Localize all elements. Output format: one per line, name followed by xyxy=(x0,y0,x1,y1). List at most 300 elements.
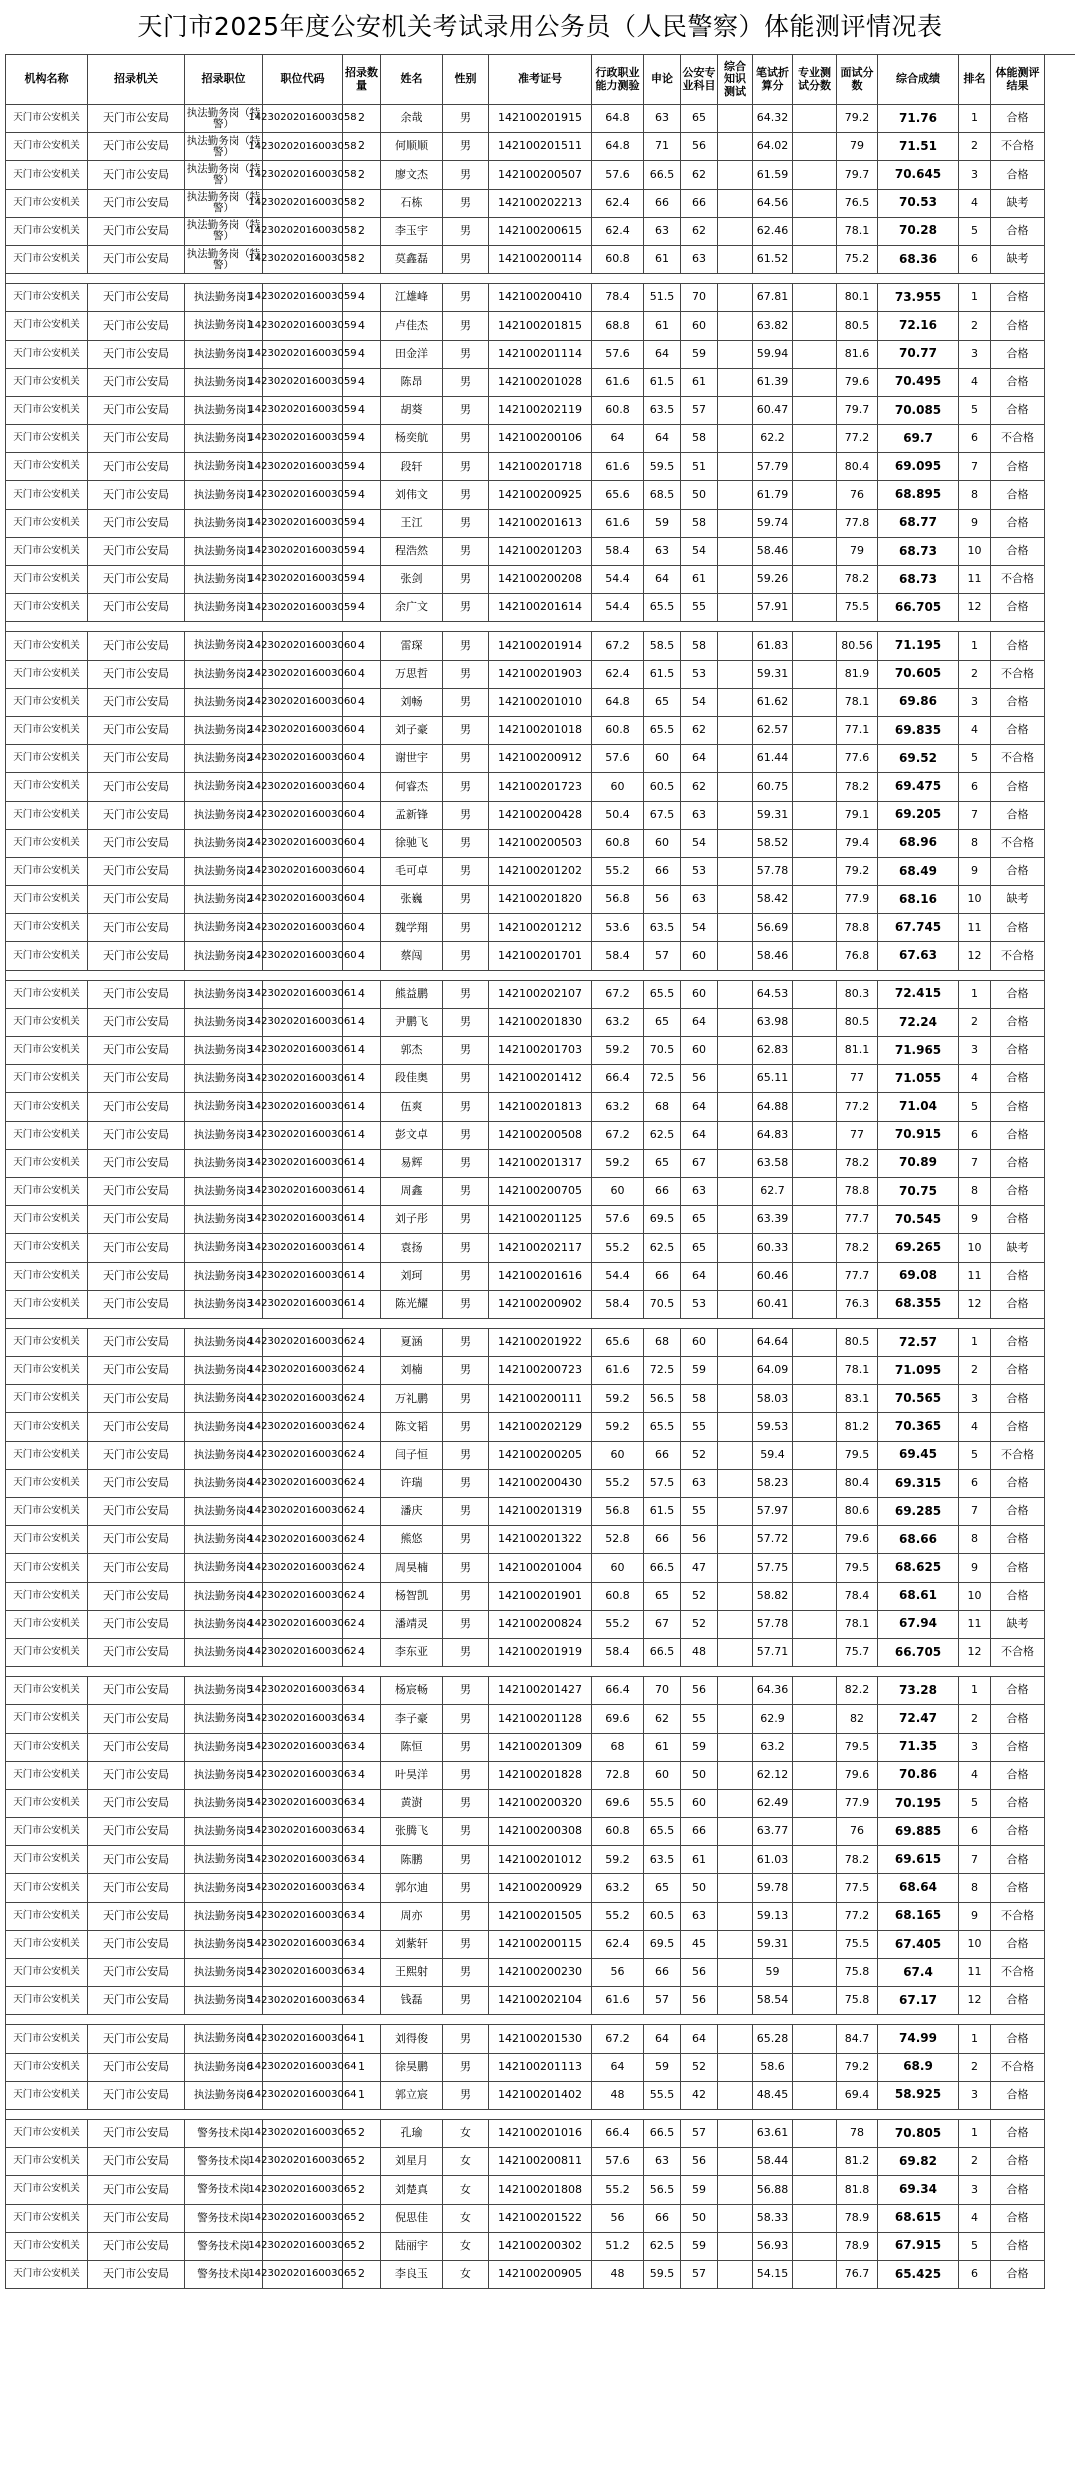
cell-police-subject: 53 xyxy=(681,858,718,886)
cell-aptitude: 53.6 xyxy=(592,914,644,942)
cell-name: 段佳奥 xyxy=(381,1065,443,1093)
cell-agency: 天门市公安局 xyxy=(88,161,185,189)
cell-professional-score xyxy=(793,1959,837,1987)
cell-agency: 天门市公安局 xyxy=(88,1442,185,1470)
cell-quota: 4 xyxy=(343,1846,381,1874)
cell-interview-score: 78.2 xyxy=(837,1234,878,1262)
cell-essay: 55.5 xyxy=(644,2082,681,2110)
cell-quota: 2 xyxy=(343,2233,381,2261)
cell-general-knowledge xyxy=(718,1037,753,1065)
cell-police-subject: 67 xyxy=(681,1150,718,1178)
cell-total-score: 71.76 xyxy=(878,105,959,133)
cell-position: 执法勤务岗1 xyxy=(185,284,263,312)
cell-total-score: 74.99 xyxy=(878,2025,959,2053)
cell-written-score: 61.79 xyxy=(753,481,793,509)
cell-quota: 4 xyxy=(343,1987,381,2015)
cell-general-knowledge xyxy=(718,2176,753,2204)
cell-gender: 男 xyxy=(443,1554,489,1582)
cell-police-subject: 54 xyxy=(681,538,718,566)
cell-police-subject: 59 xyxy=(681,2233,718,2261)
cell-agency: 天门市公安局 xyxy=(88,2082,185,2110)
cell-essay: 69.5 xyxy=(644,1931,681,1959)
cell-aptitude: 68.8 xyxy=(592,312,644,340)
cell-essay: 62.5 xyxy=(644,2233,681,2261)
cell-org: 天门市公安机关 xyxy=(6,1931,88,1959)
cell-interview-score: 77.8 xyxy=(837,510,878,538)
cell-essay: 61 xyxy=(644,246,681,274)
cell-aptitude: 48 xyxy=(592,2082,644,2110)
cell-general-knowledge xyxy=(718,1206,753,1234)
cell-general-knowledge xyxy=(718,661,753,689)
cell-police-subject: 42 xyxy=(681,2082,718,2110)
cell-quota: 4 xyxy=(343,594,381,622)
cell-written-score: 64.32 xyxy=(753,105,793,133)
cell-agency: 天门市公安局 xyxy=(88,1639,185,1667)
cell-essay: 63.5 xyxy=(644,1846,681,1874)
cell-rank: 8 xyxy=(959,1874,991,1902)
cell-quota: 4 xyxy=(343,1206,381,1234)
cell-quota: 2 xyxy=(343,190,381,218)
header-cell-professional-score: 专业测试分数 xyxy=(793,55,837,105)
cell-professional-score xyxy=(793,858,837,886)
cell-total-score: 68.96 xyxy=(878,830,959,858)
cell-written-score: 58.23 xyxy=(753,1470,793,1498)
cell-total-score: 68.355 xyxy=(878,1291,959,1319)
cell-exam-id: 142100201010 xyxy=(489,689,592,717)
cell-professional-score xyxy=(793,717,837,745)
cell-general-knowledge xyxy=(718,566,753,594)
cell-exam-id: 142100200308 xyxy=(489,1818,592,1846)
cell-code: 14230202016003063 xyxy=(263,1677,343,1705)
cell-written-score: 59.31 xyxy=(753,661,793,689)
cell-police-subject: 60 xyxy=(681,1037,718,1065)
cell-police-subject: 65 xyxy=(681,105,718,133)
cell-police-subject: 56 xyxy=(681,1065,718,1093)
cell-fitness-result: 合格 xyxy=(991,1583,1045,1611)
cell-written-score: 58.52 xyxy=(753,830,793,858)
cell-gender: 男 xyxy=(443,1206,489,1234)
cell-rank: 8 xyxy=(959,1178,991,1206)
cell-name: 毛可卓 xyxy=(381,858,443,886)
cell-general-knowledge xyxy=(718,510,753,538)
cell-exam-id: 142100201128 xyxy=(489,1705,592,1733)
cell-agency: 天门市公安局 xyxy=(88,661,185,689)
cell-position: 执法勤务岗4 xyxy=(185,1611,263,1639)
cell-essay: 61.5 xyxy=(644,1498,681,1526)
cell-police-subject: 50 xyxy=(681,1874,718,1902)
cell-org: 天门市公安机关 xyxy=(6,773,88,801)
cell-code: 14230202016003062 xyxy=(263,1385,343,1413)
cell-fitness-result: 合格 xyxy=(991,1093,1045,1121)
cell-code: 14230202016003059 xyxy=(263,397,343,425)
cell-professional-score xyxy=(793,886,837,914)
cell-agency: 天门市公安局 xyxy=(88,1818,185,1846)
cell-position: 执法勤务岗2 xyxy=(185,914,263,942)
cell-quota: 2 xyxy=(343,2205,381,2233)
cell-general-knowledge xyxy=(718,1122,753,1150)
cell-code: 14230202016003061 xyxy=(263,981,343,1009)
cell-general-knowledge xyxy=(718,1150,753,1178)
cell-position: 执法勤务岗4 xyxy=(185,1413,263,1441)
cell-total-score: 68.73 xyxy=(878,566,959,594)
cell-position: 执法勤务岗1 xyxy=(185,538,263,566)
cell-quota: 4 xyxy=(343,312,381,340)
cell-written-score: 63.98 xyxy=(753,1009,793,1037)
cell-org: 天门市公安机关 xyxy=(6,1093,88,1121)
cell-total-score: 68.625 xyxy=(878,1554,959,1582)
cell-quota: 4 xyxy=(343,1093,381,1121)
cell-aptitude: 50.4 xyxy=(592,802,644,830)
cell-fitness-result: 合格 xyxy=(991,1705,1045,1733)
cell-professional-score xyxy=(793,453,837,481)
cell-fitness-result: 合格 xyxy=(991,1498,1045,1526)
cell-written-score: 59.74 xyxy=(753,510,793,538)
cell-name: 潘庆 xyxy=(381,1498,443,1526)
cell-org: 天门市公安机关 xyxy=(6,2054,88,2082)
cell-professional-score xyxy=(793,510,837,538)
cell-agency: 天门市公安局 xyxy=(88,1790,185,1818)
cell-interview-score: 77.2 xyxy=(837,1903,878,1931)
cell-police-subject: 55 xyxy=(681,1498,718,1526)
cell-professional-score xyxy=(793,914,837,942)
cell-code: 14230202016003063 xyxy=(263,1818,343,1846)
cell-code: 14230202016003062 xyxy=(263,1498,343,1526)
cell-gender: 男 xyxy=(443,1442,489,1470)
cell-essay: 67 xyxy=(644,1611,681,1639)
cell-police-subject: 64 xyxy=(681,1093,718,1121)
cell-general-knowledge xyxy=(718,218,753,246)
cell-fitness-result: 合格 xyxy=(991,218,1045,246)
cell-org: 天门市公安机关 xyxy=(6,2176,88,2204)
cell-code: 14230202016003062 xyxy=(263,1583,343,1611)
cell-interview-score: 76 xyxy=(837,481,878,509)
cell-written-score: 58.42 xyxy=(753,886,793,914)
cell-exam-id: 142100200824 xyxy=(489,1611,592,1639)
cell-general-knowledge xyxy=(718,1357,753,1385)
cell-written-score: 61.83 xyxy=(753,632,793,660)
cell-fitness-result: 合格 xyxy=(991,1874,1045,1902)
cell-professional-score xyxy=(793,341,837,369)
cell-exam-id: 142100202107 xyxy=(489,981,592,1009)
cell-professional-score xyxy=(793,284,837,312)
cell-org: 天门市公安机关 xyxy=(6,1065,88,1093)
cell-rank: 4 xyxy=(959,1065,991,1093)
cell-agency: 天门市公安局 xyxy=(88,1263,185,1291)
cell-essay: 59 xyxy=(644,2054,681,2082)
cell-position: 执法勤务岗1 xyxy=(185,453,263,481)
cell-position: 执法勤务岗4 xyxy=(185,1357,263,1385)
cell-police-subject: 62 xyxy=(681,773,718,801)
cell-agency: 天门市公安局 xyxy=(88,1903,185,1931)
cell-professional-score xyxy=(793,161,837,189)
cell-professional-score xyxy=(793,1762,837,1790)
cell-agency: 天门市公安局 xyxy=(88,1385,185,1413)
cell-code: 14230202016003061 xyxy=(263,1009,343,1037)
cell-aptitude: 60 xyxy=(592,1554,644,1582)
cell-aptitude: 60 xyxy=(592,773,644,801)
cell-agency: 天门市公安局 xyxy=(88,425,185,453)
cell-fitness-result: 合格 xyxy=(991,1846,1045,1874)
cell-police-subject: 59 xyxy=(681,341,718,369)
cell-police-subject: 61 xyxy=(681,566,718,594)
cell-position: 执法勤务岗4 xyxy=(185,1470,263,1498)
cell-gender: 男 xyxy=(443,397,489,425)
cell-agency: 天门市公安局 xyxy=(88,1498,185,1526)
cell-org: 天门市公安机关 xyxy=(6,2261,88,2289)
cell-interview-score: 77 xyxy=(837,1122,878,1150)
header-cell-interview-score: 面试分数 xyxy=(837,55,878,105)
cell-professional-score xyxy=(793,942,837,970)
cell-code: 14230202016003059 xyxy=(263,481,343,509)
cell-interview-score: 78.2 xyxy=(837,1846,878,1874)
cell-quota: 4 xyxy=(343,1065,381,1093)
cell-fitness-result: 合格 xyxy=(991,161,1045,189)
cell-total-score: 70.565 xyxy=(878,1385,959,1413)
cell-police-subject: 45 xyxy=(681,1931,718,1959)
cell-general-knowledge xyxy=(718,2120,753,2148)
cell-professional-score xyxy=(793,312,837,340)
cell-general-knowledge xyxy=(718,105,753,133)
cell-interview-score: 81.9 xyxy=(837,661,878,689)
cell-total-score: 70.86 xyxy=(878,1762,959,1790)
cell-agency: 天门市公安局 xyxy=(88,1611,185,1639)
cell-aptitude: 48 xyxy=(592,2261,644,2289)
cell-police-subject: 58 xyxy=(681,632,718,660)
cell-code: 14230202016003065 xyxy=(263,2148,343,2176)
cell-exam-id: 142100201919 xyxy=(489,1639,592,1667)
cell-professional-score xyxy=(793,1734,837,1762)
cell-written-score: 58.44 xyxy=(753,2148,793,2176)
cell-gender: 男 xyxy=(443,312,489,340)
cell-org: 天门市公安机关 xyxy=(6,481,88,509)
cell-fitness-result: 缺考 xyxy=(991,1611,1045,1639)
cell-org: 天门市公安机关 xyxy=(6,1583,88,1611)
header-cell-name: 姓名 xyxy=(381,55,443,105)
cell-police-subject: 63 xyxy=(681,886,718,914)
cell-agency: 天门市公安局 xyxy=(88,246,185,274)
cell-org: 天门市公安机关 xyxy=(6,632,88,660)
cell-position: 执法勤务岗2 xyxy=(185,858,263,886)
header-cell-org: 机构名称 xyxy=(6,55,88,105)
cell-exam-id: 142100200905 xyxy=(489,2261,592,2289)
cell-position: 执法勤务岗1 xyxy=(185,594,263,622)
cell-aptitude: 58.4 xyxy=(592,1291,644,1319)
cell-code: 14230202016003062 xyxy=(263,1554,343,1582)
cell-code: 14230202016003058 xyxy=(263,246,343,274)
cell-exam-id: 142100201203 xyxy=(489,538,592,566)
cell-agency: 天门市公安局 xyxy=(88,745,185,773)
cell-interview-score: 81.2 xyxy=(837,2148,878,2176)
cell-code: 14230202016003063 xyxy=(263,1931,343,1959)
cell-written-score: 64.88 xyxy=(753,1093,793,1121)
cell-police-subject: 63 xyxy=(681,1470,718,1498)
cell-aptitude: 59.2 xyxy=(592,1150,644,1178)
cell-quota: 4 xyxy=(343,538,381,566)
cell-general-knowledge xyxy=(718,1846,753,1874)
cell-total-score: 70.195 xyxy=(878,1790,959,1818)
cell-code: 14230202016003063 xyxy=(263,1874,343,1902)
cell-gender: 男 xyxy=(443,717,489,745)
cell-name: 周昊楠 xyxy=(381,1554,443,1582)
cell-code: 14230202016003059 xyxy=(263,312,343,340)
cell-interview-score: 77.2 xyxy=(837,1093,878,1121)
cell-gender: 男 xyxy=(443,661,489,689)
cell-agency: 天门市公安局 xyxy=(88,1931,185,1959)
cell-essay: 58.5 xyxy=(644,632,681,660)
cell-interview-score: 77.1 xyxy=(837,717,878,745)
cell-org: 天门市公安机关 xyxy=(6,1150,88,1178)
cell-total-score: 68.61 xyxy=(878,1583,959,1611)
cell-professional-score xyxy=(793,1234,837,1262)
cell-gender: 男 xyxy=(443,1790,489,1818)
cell-general-knowledge xyxy=(718,594,753,622)
cell-code: 14230202016003065 xyxy=(263,2120,343,2148)
cell-essay: 63 xyxy=(644,218,681,246)
cell-essay: 66 xyxy=(644,1263,681,1291)
cell-aptitude: 57.6 xyxy=(592,161,644,189)
cell-name: 伍爽 xyxy=(381,1093,443,1121)
cell-aptitude: 57.6 xyxy=(592,2148,644,2176)
cell-aptitude: 60.8 xyxy=(592,397,644,425)
cell-rank: 7 xyxy=(959,1846,991,1874)
cell-rank: 11 xyxy=(959,1263,991,1291)
cell-exam-id: 142100200106 xyxy=(489,425,592,453)
cell-exam-id: 142100201319 xyxy=(489,1498,592,1526)
cell-aptitude: 68 xyxy=(592,1734,644,1762)
cell-gender: 男 xyxy=(443,1818,489,1846)
cell-general-knowledge xyxy=(718,858,753,886)
cell-quota: 4 xyxy=(343,1442,381,1470)
cell-general-knowledge xyxy=(718,1611,753,1639)
cell-quota: 4 xyxy=(343,858,381,886)
cell-professional-score xyxy=(793,2120,837,2148)
cell-exam-id: 142100201012 xyxy=(489,1846,592,1874)
cell-total-score: 69.34 xyxy=(878,2176,959,2204)
cell-police-subject: 60 xyxy=(681,942,718,970)
cell-total-score: 69.885 xyxy=(878,1818,959,1846)
cell-fitness-result: 合格 xyxy=(991,105,1045,133)
cell-professional-score xyxy=(793,1498,837,1526)
cell-position: 执法勤务岗4 xyxy=(185,1498,263,1526)
cell-aptitude: 54.4 xyxy=(592,566,644,594)
cell-interview-score: 78.1 xyxy=(837,689,878,717)
cell-interview-score: 80.1 xyxy=(837,284,878,312)
cell-fitness-result: 缺考 xyxy=(991,886,1045,914)
cell-rank: 8 xyxy=(959,481,991,509)
cell-aptitude: 54.4 xyxy=(592,594,644,622)
cell-quota: 1 xyxy=(343,2025,381,2053)
cell-code: 14230202016003060 xyxy=(263,802,343,830)
cell-name: 刘得俊 xyxy=(381,2025,443,2053)
cell-rank: 5 xyxy=(959,397,991,425)
cell-total-score: 65.425 xyxy=(878,2261,959,2289)
cell-general-knowledge xyxy=(718,1234,753,1262)
cell-police-subject: 60 xyxy=(681,1790,718,1818)
cell-org: 天门市公安机关 xyxy=(6,914,88,942)
cell-name: 许瑞 xyxy=(381,1470,443,1498)
cell-org: 天门市公安机关 xyxy=(6,745,88,773)
cell-agency: 天门市公安局 xyxy=(88,397,185,425)
cell-essay: 66 xyxy=(644,1959,681,1987)
header-cell-police-subject: 公安专业科目 xyxy=(681,55,718,105)
cell-essay: 55.5 xyxy=(644,1790,681,1818)
cell-rank: 2 xyxy=(959,312,991,340)
cell-org: 天门市公安机关 xyxy=(6,133,88,161)
cell-rank: 6 xyxy=(959,425,991,453)
cell-position: 执法勤务岗1 xyxy=(185,312,263,340)
cell-aptitude: 55.2 xyxy=(592,1470,644,1498)
cell-rank: 1 xyxy=(959,981,991,1009)
cell-total-score: 69.285 xyxy=(878,1498,959,1526)
cell-police-subject: 58 xyxy=(681,1385,718,1413)
cell-gender: 男 xyxy=(443,773,489,801)
cell-total-score: 68.73 xyxy=(878,538,959,566)
cell-aptitude: 61.6 xyxy=(592,369,644,397)
cell-essay: 63.5 xyxy=(644,397,681,425)
cell-name: 万礼鹏 xyxy=(381,1385,443,1413)
cell-gender: 男 xyxy=(443,510,489,538)
cell-gender: 男 xyxy=(443,886,489,914)
cell-name: 陆丽宇 xyxy=(381,2233,443,2261)
cell-interview-score: 77.5 xyxy=(837,1874,878,1902)
cell-general-knowledge xyxy=(718,1931,753,1959)
cell-general-knowledge xyxy=(718,2148,753,2176)
cell-org: 天门市公安机关 xyxy=(6,425,88,453)
cell-exam-id: 142100200723 xyxy=(489,1357,592,1385)
cell-police-subject: 66 xyxy=(681,1818,718,1846)
cell-gender: 男 xyxy=(443,1009,489,1037)
cell-general-knowledge xyxy=(718,2261,753,2289)
cell-name: 程浩然 xyxy=(381,538,443,566)
cell-total-score: 71.35 xyxy=(878,1734,959,1762)
cell-name: 王熙射 xyxy=(381,1959,443,1987)
cell-aptitude: 59.2 xyxy=(592,1037,644,1065)
cell-interview-score: 76.3 xyxy=(837,1291,878,1319)
cell-aptitude: 63.2 xyxy=(592,1093,644,1121)
cell-police-subject: 56 xyxy=(681,1526,718,1554)
cell-police-subject: 53 xyxy=(681,661,718,689)
cell-rank: 11 xyxy=(959,1611,991,1639)
cell-fitness-result: 合格 xyxy=(991,2082,1045,2110)
cell-code: 14230202016003059 xyxy=(263,369,343,397)
cell-professional-score xyxy=(793,1206,837,1234)
cell-rank: 2 xyxy=(959,2054,991,2082)
cell-general-knowledge xyxy=(718,2233,753,2261)
cell-aptitude: 54.4 xyxy=(592,1263,644,1291)
cell-essay: 51.5 xyxy=(644,284,681,312)
cell-code: 14230202016003065 xyxy=(263,2233,343,2261)
cell-general-knowledge xyxy=(718,1705,753,1733)
cell-org: 天门市公安机关 xyxy=(6,510,88,538)
cell-agency: 天门市公安局 xyxy=(88,2261,185,2289)
cell-interview-score: 79 xyxy=(837,133,878,161)
cell-agency: 天门市公安局 xyxy=(88,1122,185,1150)
cell-exam-id: 142100201815 xyxy=(489,312,592,340)
cell-position: 执法勤务岗5 xyxy=(185,1987,263,2015)
cell-total-score: 68.77 xyxy=(878,510,959,538)
cell-quota: 4 xyxy=(343,1611,381,1639)
cell-police-subject: 55 xyxy=(681,1413,718,1441)
cell-org: 天门市公安机关 xyxy=(6,1037,88,1065)
cell-code: 14230202016003062 xyxy=(263,1329,343,1357)
cell-general-knowledge xyxy=(718,1009,753,1037)
cell-total-score: 69.615 xyxy=(878,1846,959,1874)
cell-police-subject: 62 xyxy=(681,161,718,189)
cell-interview-score: 78.8 xyxy=(837,1178,878,1206)
cell-name: 周亦 xyxy=(381,1903,443,1931)
cell-rank: 2 xyxy=(959,133,991,161)
cell-police-subject: 50 xyxy=(681,2205,718,2233)
